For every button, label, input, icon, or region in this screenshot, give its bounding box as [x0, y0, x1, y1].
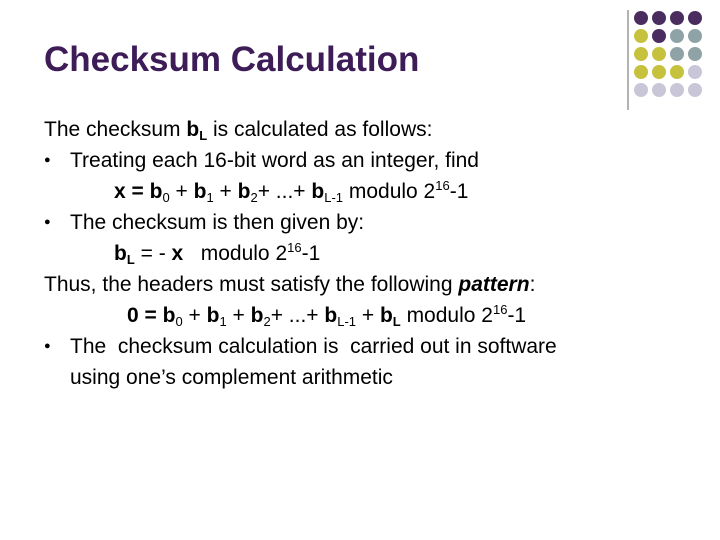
eq-sub: L [126, 252, 135, 267]
intro-text: The checksum [44, 118, 187, 141]
eq-op: = - [134, 242, 172, 265]
eq-sub: L [392, 314, 401, 329]
bl-symbol: b [186, 118, 200, 141]
decorative-dot [634, 65, 648, 79]
eq-modulo: modulo 2 [183, 242, 288, 265]
eq-sub: 0 [162, 190, 170, 205]
eq-sub: 1 [219, 314, 227, 329]
eq-term: b [250, 304, 264, 327]
bullet-text: using one’s complement arithmetic [70, 366, 393, 389]
bullet-text: The checksum calculation is carried out in software [70, 335, 557, 358]
eq-end: -1 [449, 180, 469, 203]
eq-end: -1 [301, 242, 321, 265]
bullet-item [44, 331, 714, 362]
decorative-dot [688, 29, 702, 43]
eq-modulo: modulo 2 [400, 304, 493, 327]
eq-term: b [324, 304, 338, 327]
decorative-dot [652, 65, 666, 79]
eq-op: + [226, 304, 251, 327]
decorative-dot [652, 47, 666, 61]
decorative-dot [652, 83, 666, 97]
eq-term: b [311, 180, 325, 203]
decorative-dot [634, 29, 648, 43]
eq-term: x = b [114, 180, 163, 203]
eq-term: x [171, 242, 184, 265]
eq-term: b [379, 304, 393, 327]
eq-op: + [213, 180, 238, 203]
eq-op: + [356, 304, 380, 327]
decorative-dot [670, 65, 684, 79]
eq-op: + ...+ [270, 304, 325, 327]
decorative-dot [670, 11, 684, 25]
slide-title: Checksum Calculation [44, 40, 420, 79]
bullet-icon: ● [44, 154, 51, 166]
eq-op: + ...+ [257, 180, 312, 203]
eq-exponent: 16 [492, 302, 508, 317]
thus-text: Thus, the headers must satisfy the following [44, 273, 459, 296]
eq-term: b [206, 304, 220, 327]
decorative-dot [670, 29, 684, 43]
eq-sub: L-1 [324, 190, 344, 205]
eq-sub: 0 [175, 314, 183, 329]
decorative-dot [652, 29, 666, 43]
bullet-icon: ● [44, 216, 51, 228]
pattern-emphasis: pattern [458, 273, 530, 296]
bullet-text: Treating each 16-bit word as an integer, find [70, 149, 479, 172]
bullet-text: The checksum is then given by: [70, 211, 365, 234]
decorative-dot [670, 47, 684, 61]
slide-body [44, 114, 714, 393]
bl-subscript: L [199, 128, 208, 143]
decorative-dot [688, 83, 702, 97]
eq-modulo: modulo 2 [343, 180, 436, 203]
decorative-dot [634, 83, 648, 97]
eq-end: -1 [507, 304, 527, 327]
thus-line [44, 269, 714, 300]
eq-sub: 2 [250, 190, 258, 205]
eq-op: + [169, 180, 194, 203]
equation-sum [44, 176, 714, 207]
thus-end: : [529, 273, 536, 296]
bullet-item [44, 207, 714, 238]
bullet-icon: ● [44, 340, 51, 352]
decorative-dot [670, 83, 684, 97]
equation-pattern [44, 300, 714, 331]
eq-term: b [114, 242, 127, 265]
eq-term: 0 = b [127, 304, 176, 327]
eq-term: b [193, 180, 207, 203]
decorative-dot [688, 65, 702, 79]
eq-exponent: 16 [287, 240, 302, 255]
eq-sub: L-1 [337, 314, 357, 329]
intro-line [44, 114, 714, 145]
eq-op: + [182, 304, 207, 327]
eq-sub: 2 [263, 314, 271, 329]
eq-exponent: 16 [435, 178, 450, 193]
intro-text-end: is calculated as follows: [207, 118, 433, 141]
decorative-dot [688, 47, 702, 61]
decorative-dot [652, 11, 666, 25]
decorative-dot [634, 11, 648, 25]
decorative-dot [634, 47, 648, 61]
decorative-dot-grid [620, 8, 720, 118]
bullet-continuation [44, 362, 714, 393]
decorative-dot [688, 11, 702, 25]
equation-checksum [44, 238, 714, 269]
eq-term: b [237, 180, 251, 203]
eq-sub: 1 [206, 190, 214, 205]
bullet-item [44, 145, 714, 176]
